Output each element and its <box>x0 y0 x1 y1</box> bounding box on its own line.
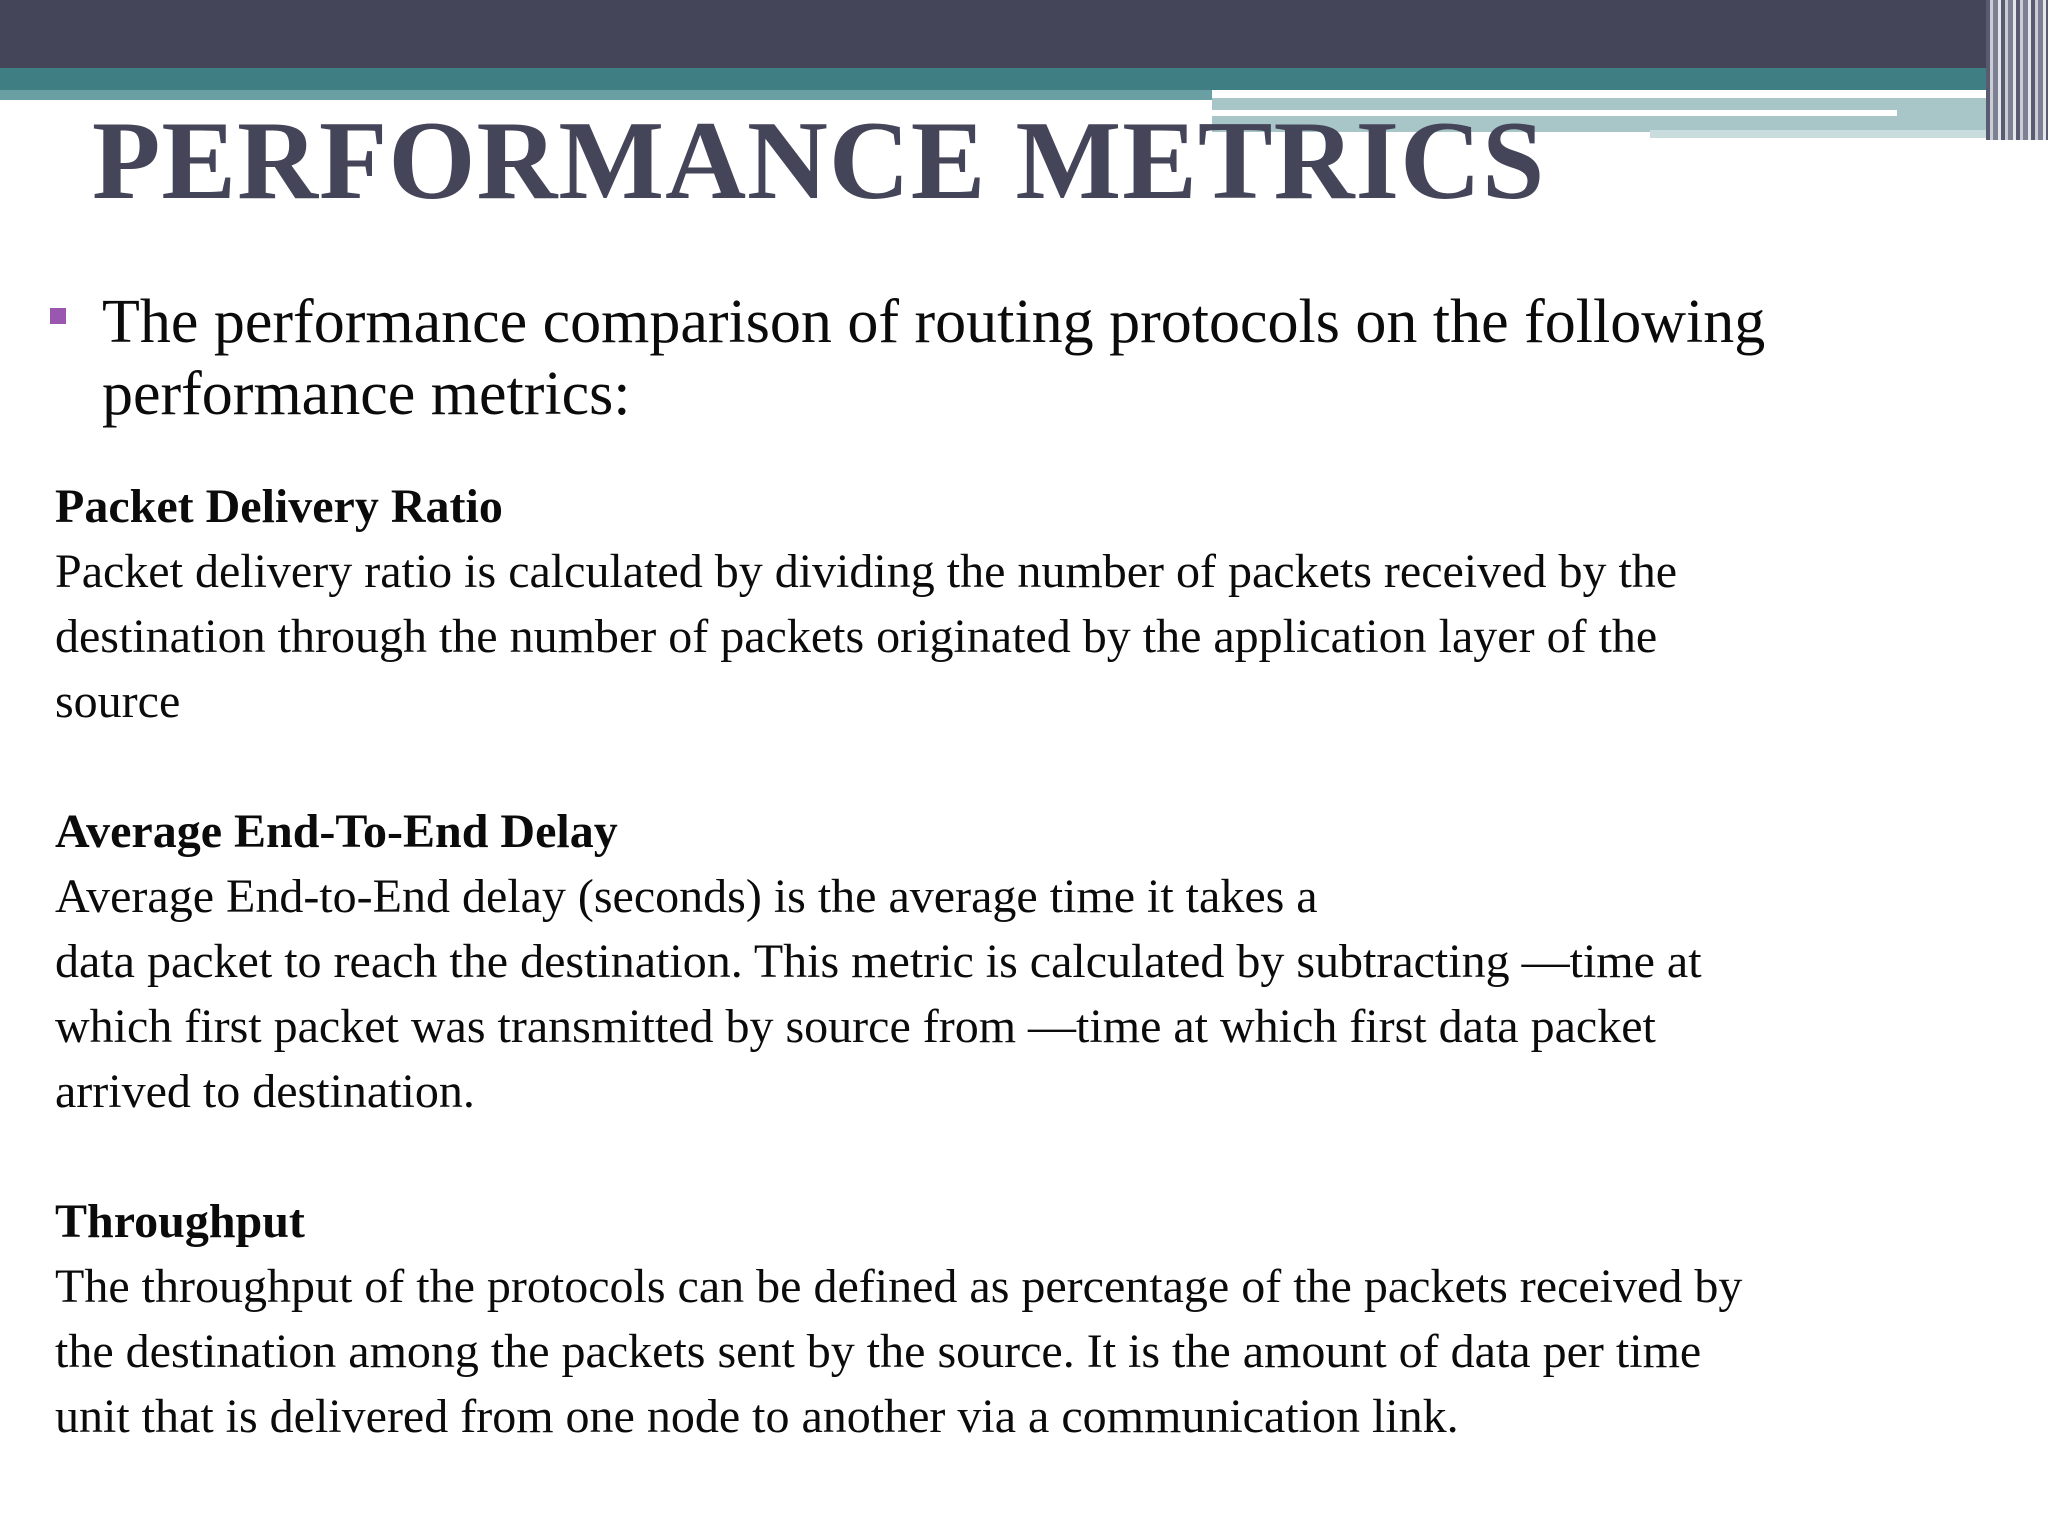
section-body <box>55 539 1995 734</box>
section-packet-delivery-ratio <box>55 474 1995 734</box>
section-line: which first packet was transmitted by source from —time at which first data packet <box>55 1000 1656 1053</box>
section-line: source <box>55 675 181 728</box>
section-body <box>55 1254 1995 1449</box>
section-line: Average End-to-End delay (seconds) is the average time it takes a <box>55 870 1318 923</box>
section-average-end-to-end-delay <box>55 799 1995 1124</box>
bullet-text: The performance comparison of routing protocols on the following performance metrics: <box>102 288 1766 428</box>
section-heading: Throughput <box>55 1195 305 1248</box>
section-throughput <box>55 1189 1995 1449</box>
section-heading: Packet Delivery Ratio <box>55 480 503 533</box>
header-band-dark <box>0 0 2048 68</box>
section-heading: Average End-To-End Delay <box>55 805 618 858</box>
section-line: Packet delivery ratio is calculated by dividing the number of packets received by the <box>55 545 1678 598</box>
bullet-square-icon <box>50 308 66 324</box>
section-line: destination through the number of packets originated by the application layer of the <box>55 610 1658 663</box>
section-line: the destination among the packets sent by the source. It is the amount of data per time <box>55 1325 1702 1378</box>
section-line: data packet to reach the destination. This metric is calculated by subtracting —time at <box>55 935 1702 988</box>
slide-content <box>55 474 1995 1514</box>
slide-title: PERFORMANCE METRICS <box>92 99 1546 223</box>
header-corner-stripes <box>1986 0 2048 140</box>
section-line: unit that is delivered from one node to another via a communication link. <box>55 1390 1459 1443</box>
header-band-teal <box>0 68 2048 90</box>
section-body <box>55 864 1995 1124</box>
section-line: arrived to destination. <box>55 1065 475 1118</box>
section-line: The throughput of the protocols can be defined as percentage of the packets received by <box>55 1260 1743 1313</box>
